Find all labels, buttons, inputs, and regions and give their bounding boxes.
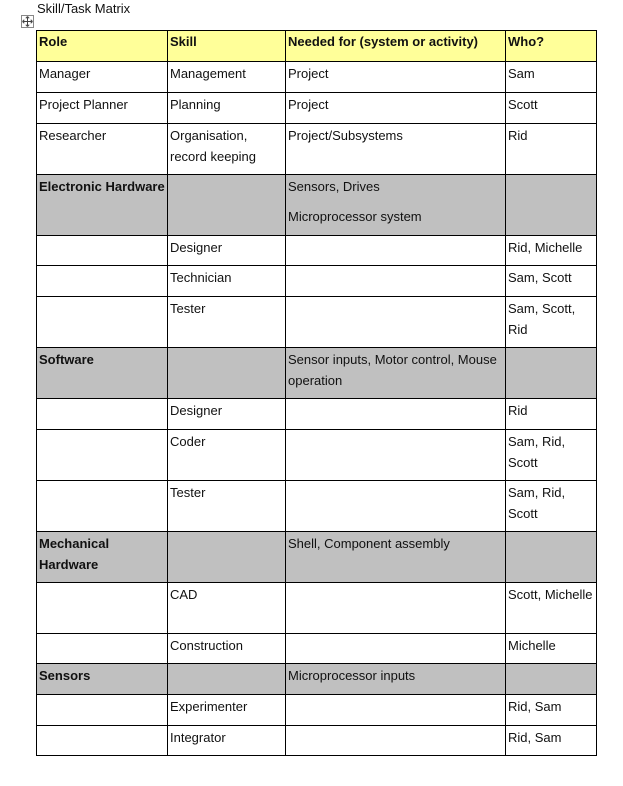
cell-skill[interactable]	[168, 348, 286, 399]
cell-needed-for[interactable]	[286, 532, 506, 583]
needed-for-line: Project	[288, 97, 329, 112]
table-row	[37, 634, 597, 664]
header-role[interactable]: Role	[37, 31, 168, 62]
cell-skill[interactable]: Technician	[168, 266, 286, 297]
cell-role[interactable]: Sensors	[37, 664, 168, 695]
cell-skill[interactable]: Experimenter	[168, 695, 286, 726]
cell-role[interactable]	[37, 583, 168, 634]
table-row	[37, 399, 597, 430]
cell-needed-for[interactable]	[286, 726, 506, 756]
cell-who[interactable]: Sam	[506, 62, 597, 93]
cell-skill[interactable]: Planning	[168, 93, 286, 124]
cell-role[interactable]	[37, 266, 168, 297]
cell-needed-for[interactable]	[286, 664, 506, 695]
cell-role[interactable]	[37, 297, 168, 348]
table-row	[37, 62, 597, 93]
cell-needed-for[interactable]	[286, 399, 506, 430]
cell-needed-for[interactable]	[286, 124, 506, 175]
cell-needed-for[interactable]	[286, 62, 506, 93]
cell-skill[interactable]	[168, 532, 286, 583]
cell-skill[interactable]: Organisation, record keeping	[168, 124, 286, 175]
needed-for-line: Sensor inputs, Motor control, Mouse operation	[288, 352, 497, 388]
cell-skill[interactable]: Integrator	[168, 726, 286, 756]
cell-skill[interactable]: Construction	[168, 634, 286, 664]
move-cross-icon[interactable]	[21, 15, 34, 28]
needed-for-line: Shell, Component assembly	[288, 536, 450, 551]
cell-role[interactable]: Mechanical Hardware	[37, 532, 168, 583]
needed-for-line: Sensors, Drives	[288, 179, 380, 194]
cell-role[interactable]: Researcher	[37, 124, 168, 175]
table-row	[37, 430, 597, 481]
cell-role[interactable]	[37, 236, 168, 266]
cell-skill[interactable]: Designer	[168, 399, 286, 430]
cell-needed-for[interactable]	[286, 481, 506, 532]
cell-skill[interactable]: Tester	[168, 297, 286, 348]
cell-role[interactable]	[37, 726, 168, 756]
table-header-row	[37, 31, 597, 62]
table-row	[37, 695, 597, 726]
table-row	[37, 236, 597, 266]
cell-who[interactable]: Sam, Scott	[506, 266, 597, 297]
needed-for-line: Project/Subsystems	[288, 128, 403, 143]
cell-needed-for[interactable]	[286, 297, 506, 348]
cell-who[interactable]: Rid, Sam	[506, 726, 597, 756]
table-row	[37, 266, 597, 297]
cell-who[interactable]: Rid	[506, 399, 597, 430]
cell-who[interactable]	[506, 175, 597, 236]
cell-needed-for[interactable]	[286, 634, 506, 664]
table-row	[37, 297, 597, 348]
cell-role[interactable]: Manager	[37, 62, 168, 93]
cell-role[interactable]	[37, 399, 168, 430]
table-row	[37, 726, 597, 756]
document-title: Skill/Task Matrix	[37, 1, 131, 16]
skill-task-table	[36, 30, 597, 756]
cell-who[interactable]: Rid	[506, 124, 597, 175]
table-group-row	[37, 532, 597, 583]
cell-who[interactable]: Sam, Scott, Rid	[506, 297, 597, 348]
cell-who[interactable]: Scott	[506, 93, 597, 124]
cell-role[interactable]: Software	[37, 348, 168, 399]
cell-needed-for[interactable]	[286, 695, 506, 726]
cell-who[interactable]	[506, 532, 597, 583]
cell-skill[interactable]: CAD	[168, 583, 286, 634]
cell-skill[interactable]	[168, 175, 286, 236]
cell-who[interactable]: Sam, Rid, Scott	[506, 430, 597, 481]
cell-needed-for[interactable]	[286, 430, 506, 481]
cell-who[interactable]: Michelle	[506, 634, 597, 664]
cell-role[interactable]	[37, 634, 168, 664]
table-row	[37, 481, 597, 532]
cell-role[interactable]	[37, 430, 168, 481]
cell-skill[interactable]: Coder	[168, 430, 286, 481]
cell-skill[interactable]: Tester	[168, 481, 286, 532]
table-group-row	[37, 664, 597, 695]
table-row	[37, 124, 597, 175]
cell-needed-for[interactable]	[286, 236, 506, 266]
header-needed-for[interactable]: Needed for (system or activity)	[286, 31, 506, 62]
header-who[interactable]: Who?	[506, 31, 597, 62]
cell-who[interactable]	[506, 664, 597, 695]
cell-role[interactable]: Electronic Hardware	[37, 175, 168, 236]
cell-needed-for[interactable]	[286, 583, 506, 634]
table-group-row	[37, 348, 597, 399]
cell-skill[interactable]	[168, 664, 286, 695]
cell-who[interactable]: Scott, Michelle	[506, 583, 597, 634]
cell-who[interactable]: Rid, Sam	[506, 695, 597, 726]
cell-who[interactable]: Sam, Rid, Scott	[506, 481, 597, 532]
cell-skill[interactable]: Management	[168, 62, 286, 93]
cell-needed-for[interactable]	[286, 266, 506, 297]
cell-needed-for[interactable]	[286, 175, 506, 236]
cell-who[interactable]	[506, 348, 597, 399]
needed-for-line: Project	[288, 66, 329, 81]
cell-skill[interactable]: Designer	[168, 236, 286, 266]
cell-who[interactable]: Rid, Michelle	[506, 236, 597, 266]
table-row	[37, 93, 597, 124]
cell-role[interactable]	[37, 695, 168, 726]
cell-needed-for[interactable]	[286, 348, 506, 399]
cell-role[interactable]	[37, 481, 168, 532]
table-group-row	[37, 175, 597, 236]
needed-for-line: Microprocessor system	[288, 208, 422, 224]
header-skill[interactable]: Skill	[168, 31, 286, 62]
needed-for-line: Microprocessor inputs	[288, 668, 416, 683]
cell-needed-for[interactable]	[286, 93, 506, 124]
table-row	[37, 583, 597, 634]
cell-role[interactable]: Project Planner	[37, 93, 168, 124]
